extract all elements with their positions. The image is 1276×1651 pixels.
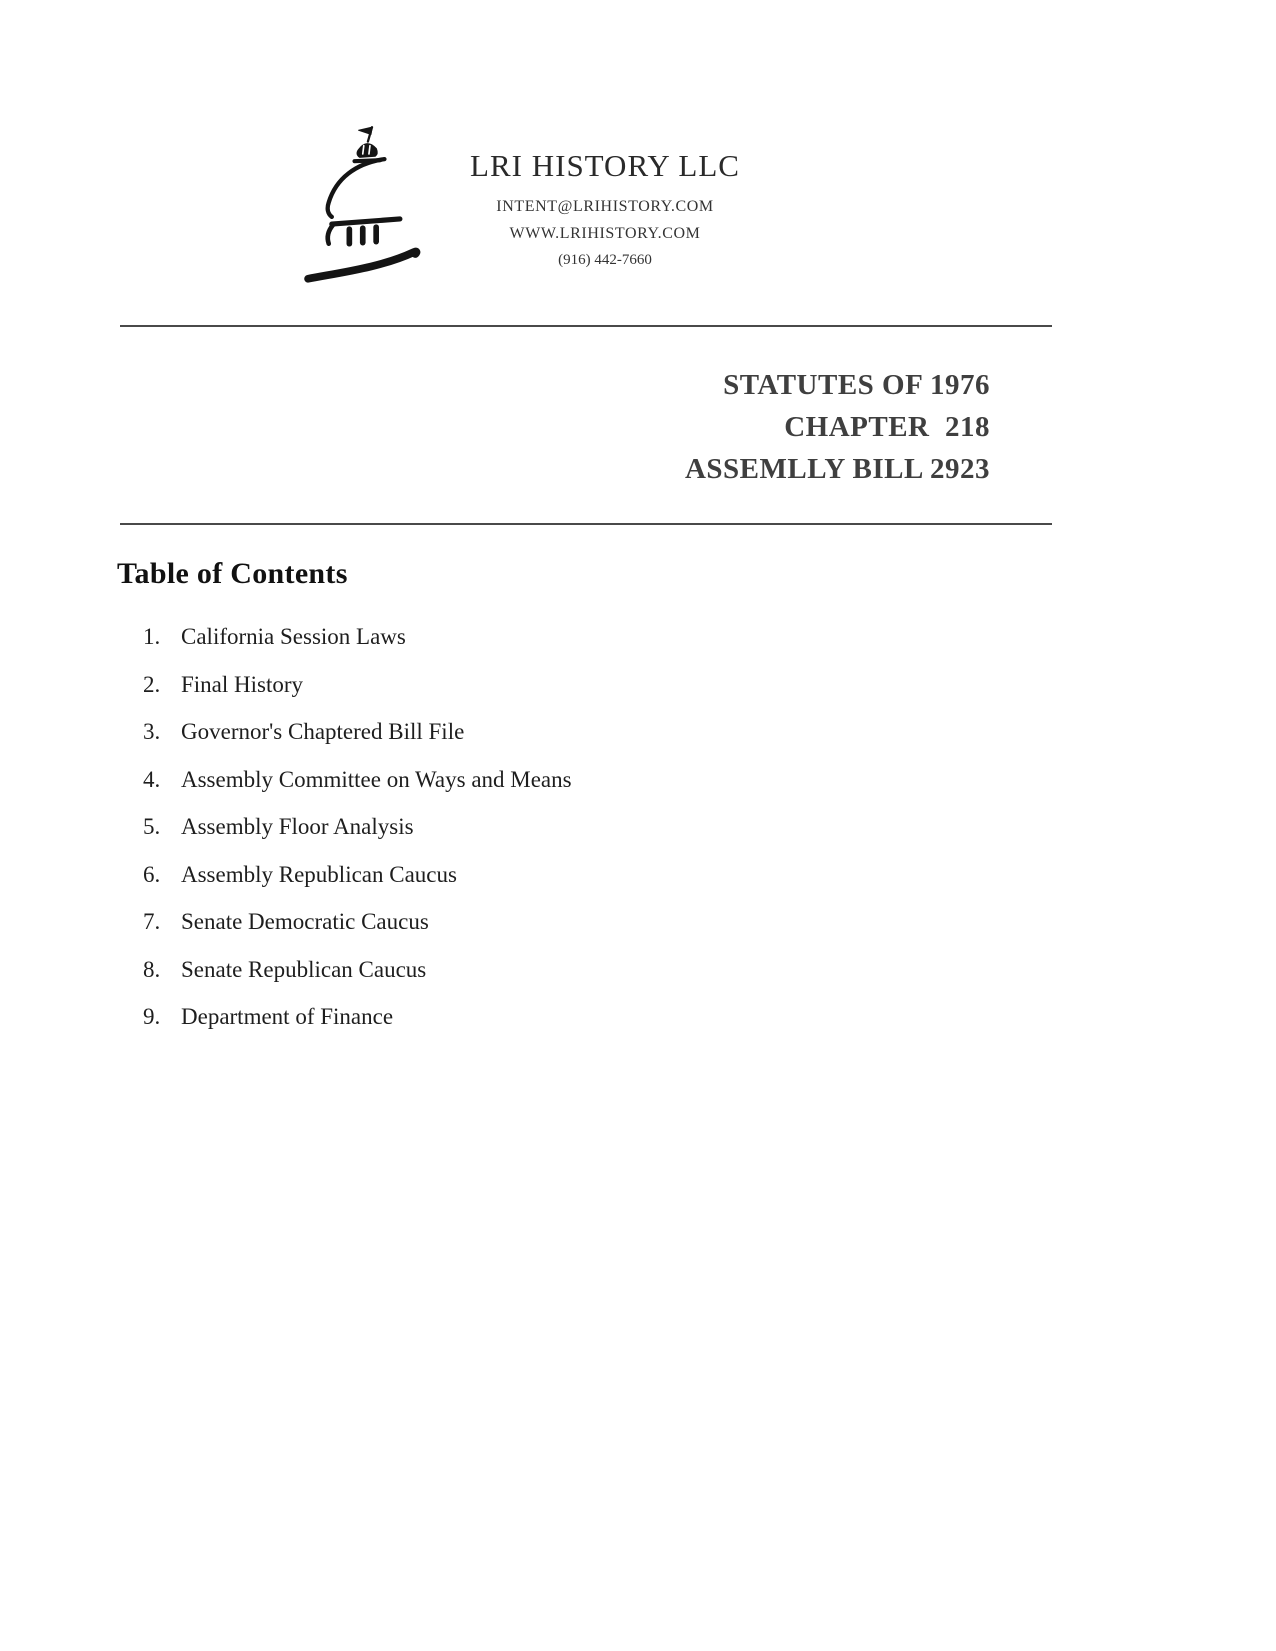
toc-item-label: Department of Finance <box>181 1004 394 1029</box>
toc-item <box>143 863 572 887</box>
divider-middle <box>120 523 1052 525</box>
toc-item <box>143 673 572 697</box>
letterhead <box>448 148 762 269</box>
toc-list <box>143 625 572 1053</box>
toc-item-label: Assembly Floor Analysis <box>181 814 414 839</box>
org-name: LRI HISTORY LLC <box>470 148 740 183</box>
toc-item <box>143 815 572 839</box>
toc-item-label: Assembly Committee on Ways and Means <box>181 766 572 792</box>
toc-item <box>143 625 572 649</box>
toc-item <box>143 1005 572 1029</box>
toc-item-number: 2. <box>143 671 161 697</box>
capitol-dome-logo-icon <box>292 122 450 287</box>
divider-top <box>120 325 1052 327</box>
toc-item <box>143 720 572 744</box>
org-email: INTENT@LRIHISTORY.COM <box>496 198 714 215</box>
toc-item-number: 5. <box>143 814 161 839</box>
toc-item-number: 4. <box>143 766 161 792</box>
org-website: WWW.LRIHISTORY.COM <box>509 225 701 242</box>
capitol-dome-logo-svg <box>292 122 450 287</box>
chapter-line: CHAPTER 218 <box>784 411 990 443</box>
statute-title-block <box>685 364 990 490</box>
toc-item-label: Governor's Chaptered Bill File <box>181 719 465 744</box>
toc-item-number: 1. <box>143 624 161 649</box>
toc-item-label: California Session Laws <box>181 624 406 649</box>
org-phone: (916) 442-7660 <box>558 252 652 268</box>
assembly-bill-line: ASSEMLLY BILL 2923 <box>684 453 990 485</box>
toc-item <box>143 910 572 934</box>
toc-item-label: Senate Republican Caucus <box>181 956 427 982</box>
toc-item-label: Assembly Republican Caucus <box>181 861 457 887</box>
toc-heading: Table of Contents <box>117 557 348 590</box>
toc-item-number: 9. <box>143 1004 161 1029</box>
toc-item-number: 8. <box>143 956 161 982</box>
toc-item-label: Final History <box>181 671 304 697</box>
statutes-year-line: STATUTES OF 1976 <box>723 369 990 401</box>
toc-item-number: 3. <box>143 719 161 744</box>
toc-item-number: 6. <box>143 861 161 887</box>
toc-item-number: 7. <box>143 909 161 934</box>
toc-item-label: Senate Democratic Caucus <box>181 909 429 934</box>
toc-item <box>143 768 572 792</box>
toc-item <box>143 958 572 982</box>
